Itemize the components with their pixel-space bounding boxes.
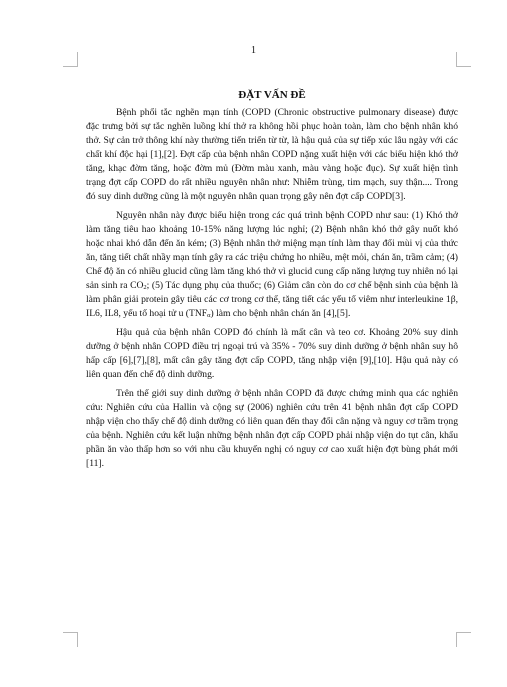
paragraph-2 [86, 209, 458, 321]
paragraph-1: Bệnh phổi tắc nghẽn mạn tính (COPD (Chronic obstructive pulmonary disease) được đặc trưng bởi sự tắc nghẽn luồng khí thở ra không hồi phục hoàn toàn, làm cho bệnh nhân khó thở. Sự cản trở thông khí này thường tiến triển từ từ, là hậu quả của sự tiếp xúc lâu ngày với các chất khí độc hại [1],[2]. Đợt cấp của bệnh nhân COPD nặng xuất hiện với các biểu hiện khó thở tăng, khạc đờm tăng, hoặc đờm mủ (Đờm màu xanh, màu vàng hoặc đục). Sự xuất hiện tình trạng đợt cấp COPD do rất nhiều nguyên nhân như: Nhiễm trùng, tim mạch, suy thận.... Trong đó suy dinh dưỡng cũng là một nguyên nhân quan trọng gây nên đợt cấp COPD[3]. [86, 107, 458, 202]
paragraph-2-part-2: ; (5) Tác dụng phụ của thuốc; (6) Giảm cân còn do cơ chế bệnh sinh của bệnh là làm phân giải protein gây tiêu các cơ trong cơ thể, tăng tiết các yếu tố viêm như interleukine 1β, IL6, IL8, yếu tố hoại tử u (TNF [86, 280, 459, 319]
co2-subscript: 2 [143, 284, 147, 291]
page-number: 1 [251, 45, 256, 56]
paragraph-2-part-1: Nguyên nhân này được biểu hiện trong các quá trình bệnh COPD như sau: (1) Khó thở làm tăng tiêu hao khoảng 10-15% năng lượng lúc nghỉ; (2) Bệnh nhân khó thở gây nuốt khó hoặc nhai khó dẫn đến ăn kém; (3) Bệnh nhân thở miệng mạn tính làm thay đổi mùi vị của thức ăn, tăng tiết chất nhầy mạn tính gây ra các triệu chứng ho nhiều, mệt mỏi, chán ăn, trầm cảm; (4) Chế độ ăn có nhiều glucid cũng làm tăng khó thở vì glucid cung cấp năng lượng tuy nhiên nó lại sản sinh ra CO [86, 210, 458, 291]
paragraph-3: Hậu quả của bệnh nhân COPD đó chính là mất cân và teo cơ. Khoảng 20% suy dinh dưỡng ở bệnh nhân COPD điều trị ngoại trú và 35% - 70% suy dinh dưỡng ở bệnh nhân suy hô hấp cấp [6],[7],[8], mất cân gây tăng đợt cấp COPD, tăng nhập viện [9],[10]. Hậu quả này có liên quan đến chế độ dinh dưỡng. [86, 327, 458, 380]
document-body [86, 88, 458, 476]
crop-mark-bottom-right [456, 632, 471, 647]
tnf-subscript: α [207, 312, 211, 319]
paragraph-4: Trên thế giới suy dinh dưỡng ở bệnh nhân COPD đã được chứng minh qua các nghiên cứu: Nghiên cứu của Hallin và cộng sự (2006) nghiên cứu trên 41 bệnh nhân đợt cấp COPD nhập viện cho thấy chế độ dinh dưỡng có liên quan đến thay đổi cân nặng và nguy cơ trầm trọng của bệnh. Nghiên cứu kết luận những bệnh nhân đợt cấp COPD phải nhập viện do tụt cân, khẩu phần ăn vào thấp hơn so với nhu cầu khuyến nghị có nguy cơ cao xuất hiện đợt bùng phát mới [11]. [86, 388, 458, 469]
crop-mark-bottom-left [63, 632, 78, 647]
paragraph-2-part-3: ) làm cho bệnh nhân chán ăn [4],[5]. [210, 308, 351, 319]
section-title: ĐẶT VẤN ĐỀ [238, 89, 306, 101]
